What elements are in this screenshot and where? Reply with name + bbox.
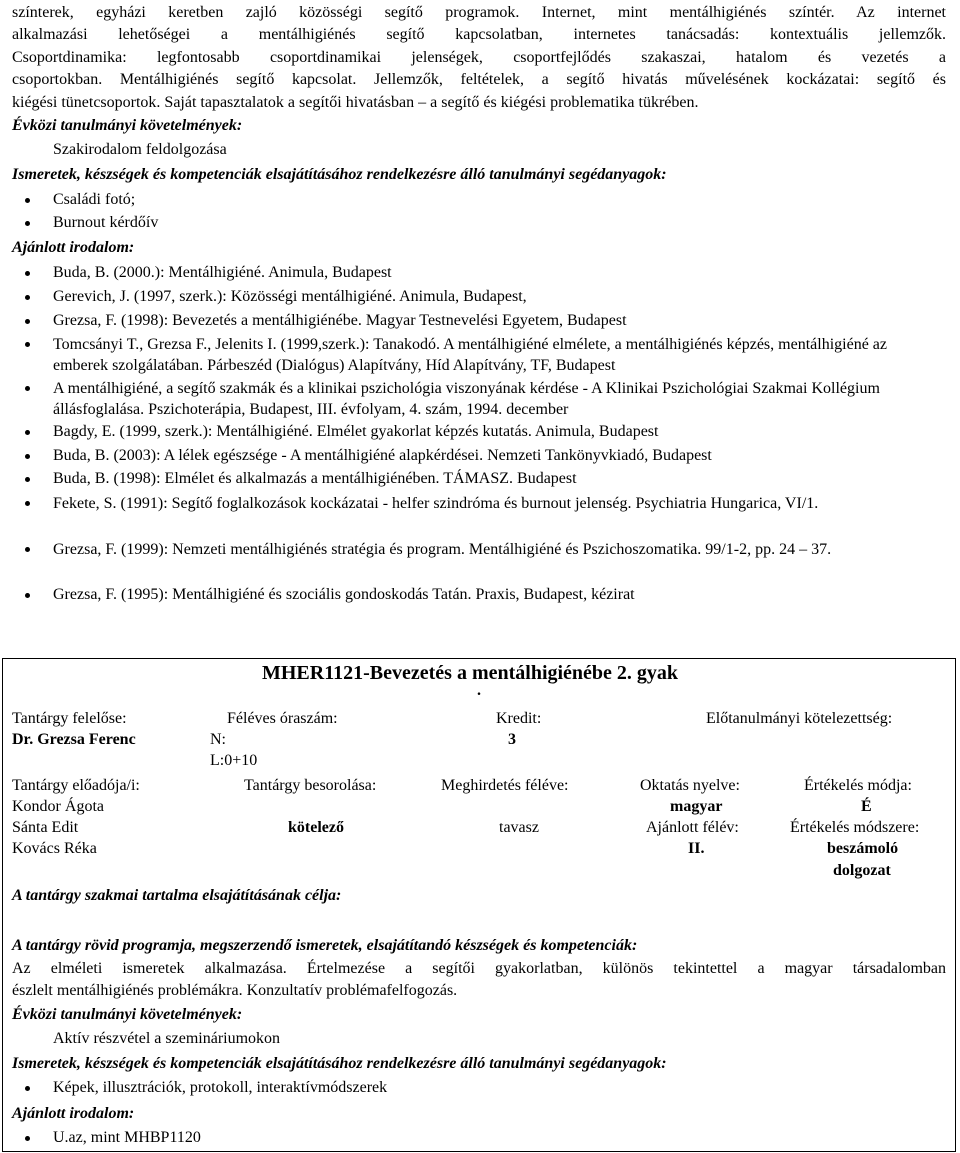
segedanyag-item: Burnout kérdőív bbox=[53, 214, 159, 231]
evkozi-item: Szakirodalom feldolgozása bbox=[53, 141, 227, 158]
oraszam-n: N: bbox=[210, 731, 226, 748]
eloado-name: Kondor Ágota bbox=[12, 798, 104, 815]
meghirdetes-value: tavasz bbox=[499, 819, 539, 836]
ertekeles-modszere-value: beszámoló bbox=[827, 840, 899, 857]
reference-item: Buda, B. (2000.): Mentálhigiéné. Animula, Budapest bbox=[53, 264, 392, 281]
reference-item: Bagdy, E. (1999, szerk.): Mentálhigiéné. Elmélet gyakorlat képzés kutatás. Animula, Budapest bbox=[53, 423, 659, 440]
program-heading: A tantárgy rövid programja, megszerzendő ismeretek, elsajátítandó készségek és kompetenciák: bbox=[12, 937, 638, 954]
course-segedanyag-item: Képek, illusztrációk, protokoll, interaktívmódszerek bbox=[53, 1079, 388, 1096]
besorolas-label: Tantárgy besorolása: bbox=[244, 777, 377, 794]
besorolas-value: kötelező bbox=[288, 819, 344, 836]
program-line-2: észlelt mentálhigiénés problémákra. Konzultatív problémafelfogozás. bbox=[12, 982, 458, 999]
eloado-name: Kovács Réka bbox=[12, 840, 97, 857]
ajanlott-felev-value: II. bbox=[688, 840, 705, 857]
ertekeles-modszere-value: dolgozat bbox=[833, 862, 891, 879]
ertekeles-modszere-label: Értékelés módszere: bbox=[790, 819, 920, 836]
course-irodalom-item: U.az, mint MHBP1120 bbox=[53, 1129, 201, 1146]
nyelv-label: Oktatás nyelve: bbox=[640, 777, 740, 794]
ertekeles-modja-value: É bbox=[861, 798, 872, 815]
reference-item: Gerevich, J. (1997, szerk.): Közösségi mentálhigiéné. Animula, Budapest, bbox=[53, 288, 527, 305]
cel-heading: A tantárgy szakmai tartalma elsajátításának célja: bbox=[12, 887, 342, 904]
elotanulmanyi-label: Előtanulmányi kötelezettség: bbox=[706, 710, 893, 727]
evkozi-heading: Évközi tanulmányi követelmények: bbox=[12, 117, 243, 134]
topic-paragraph-line-1: színterek, egyházi keretben zajló közösségi segítő programok. Internet, mint mentálhigiénés színtér. Az internet bbox=[12, 4, 946, 21]
reference-item: Grezsa, F. (1998): Bevezetés a mentálhigiénébe. Magyar Testnevelési Egyetem, Budapest bbox=[53, 312, 627, 329]
reference-item: A mentálhigiéné, a segítő szakmák és a klinikai pszichológia viszonyának kérdése - A Klinikai Pszichológiai Szakmai Kollégium állásfoglalása. Pszichoterápia, Budapest, III. évfolyam, 4. szám, 1994. december bbox=[53, 378, 943, 420]
reference-item: Tomcsányi T., Grezsa F., Jelenits I. (1999,szerk.): Tanakodó. A mentálhigiéné elmélete, a mentálhigiénés képzés, mentálhigiéné az emberek szolgálatában. Párbeszéd (Dialógus) Alapítvány, Híd Alapítvány, TF, Budapest bbox=[53, 334, 943, 376]
kredit-label: Kredit: bbox=[496, 710, 542, 727]
segedanyag-heading: Ismeretek, készségek és kompetenciák elsajátításához rendelkezésre álló tanulmányi segédanyagok: bbox=[12, 166, 667, 183]
segedanyag-item: Családi fotó; bbox=[53, 191, 136, 208]
reference-item: Buda, B. (1998): Elmélet és alkalmazás a mentálhigiénében. TÁMASZ. Budapest bbox=[53, 470, 577, 487]
nyelv-value: magyar bbox=[670, 798, 723, 815]
reference-item: Grezsa, F. (1999): Nemzeti mentálhigiénés stratégia és program. Mentálhigiéné és Pszichoszomatika. 99/1-2, pp. 24 – 37. bbox=[53, 539, 943, 560]
irodalom-heading: Ajánlott irodalom: bbox=[12, 239, 135, 256]
ajanlott-felev-label: Ajánlott félév: bbox=[646, 819, 739, 836]
topic-paragraph-line-2: alkalmazási lehetőségei a mentálhigiénés segítő kapcsolatban, internetes tanácsadás: kontextuális jellemzők. bbox=[12, 26, 946, 43]
topic-paragraph-line-5: kiégési tünetcsoportok. Saját tapasztalatok a segítői hivatásban – a segítő és kiégési problematika tükrében. bbox=[12, 94, 699, 111]
course-irodalom-heading: Ajánlott irodalom: bbox=[12, 1105, 135, 1122]
oraszam-l: L:0+10 bbox=[210, 752, 258, 769]
topic-paragraph-line-4: csoportokban. Mentálhigiénés segítő kapcsolat. Jellemzők, feltételek, a segítő hivatás művelésének kockázatai: segítő és bbox=[12, 71, 946, 88]
reference-item: Buda, B. (2003): A lélek egészsége - A mentálhigiéné alapkérdései. Nemzeti Tankönyvkiadó, Budapest bbox=[53, 447, 712, 464]
topic-paragraph-line-3: Csoportdinamika: legfontosabb csoportdinamikai jelenségek, csoportfejlődés szakaszai, hatalom és vezetés a bbox=[12, 49, 946, 66]
course-evkozi-heading: Évközi tanulmányi követelmények: bbox=[12, 1006, 243, 1023]
reference-item: Grezsa, F. (1995): Mentálhigiéné és szociális gondoskodás Tatán. Praxis, Budapest, kézirat bbox=[53, 586, 635, 603]
kredit-value: 3 bbox=[508, 731, 516, 748]
felelos-name: Dr. Grezsa Ferenc bbox=[12, 731, 136, 748]
felelos-label: Tantárgy felelőse: bbox=[12, 710, 127, 727]
meghirdetes-label: Meghirdetés féléve: bbox=[441, 777, 569, 794]
course-segedanyag-heading: Ismeretek, készségek és kompetenciák elsajátításához rendelkezésre álló tanulmányi segédanyagok: bbox=[12, 1055, 667, 1072]
oraszam-label: Féléves óraszám: bbox=[227, 710, 338, 727]
eloado-label: Tantárgy előadója/i: bbox=[12, 777, 140, 794]
eloado-name: Sánta Edit bbox=[12, 819, 79, 836]
course-evkozi-item: Aktív részvétel a szemináriumokon bbox=[53, 1030, 281, 1047]
reference-item: Fekete, S. (1991): Segítő foglalkozások kockázatai - helfer szindróma és burnout jelenség. Psychiatria Hungarica, VI/1. bbox=[53, 493, 943, 514]
course-title: MHER1121-Bevezetés a mentálhigiénébe 2. gyak bbox=[262, 662, 679, 684]
program-line-1: Az elméleti ismeretek alkalmazása. Értelmezése a segítői gyakorlatban, különös tekintettel a magyar társadalomban bbox=[12, 960, 946, 977]
ertekeles-modja-label: Értékelés módja: bbox=[804, 777, 912, 794]
course-title-dot: . bbox=[477, 682, 481, 699]
